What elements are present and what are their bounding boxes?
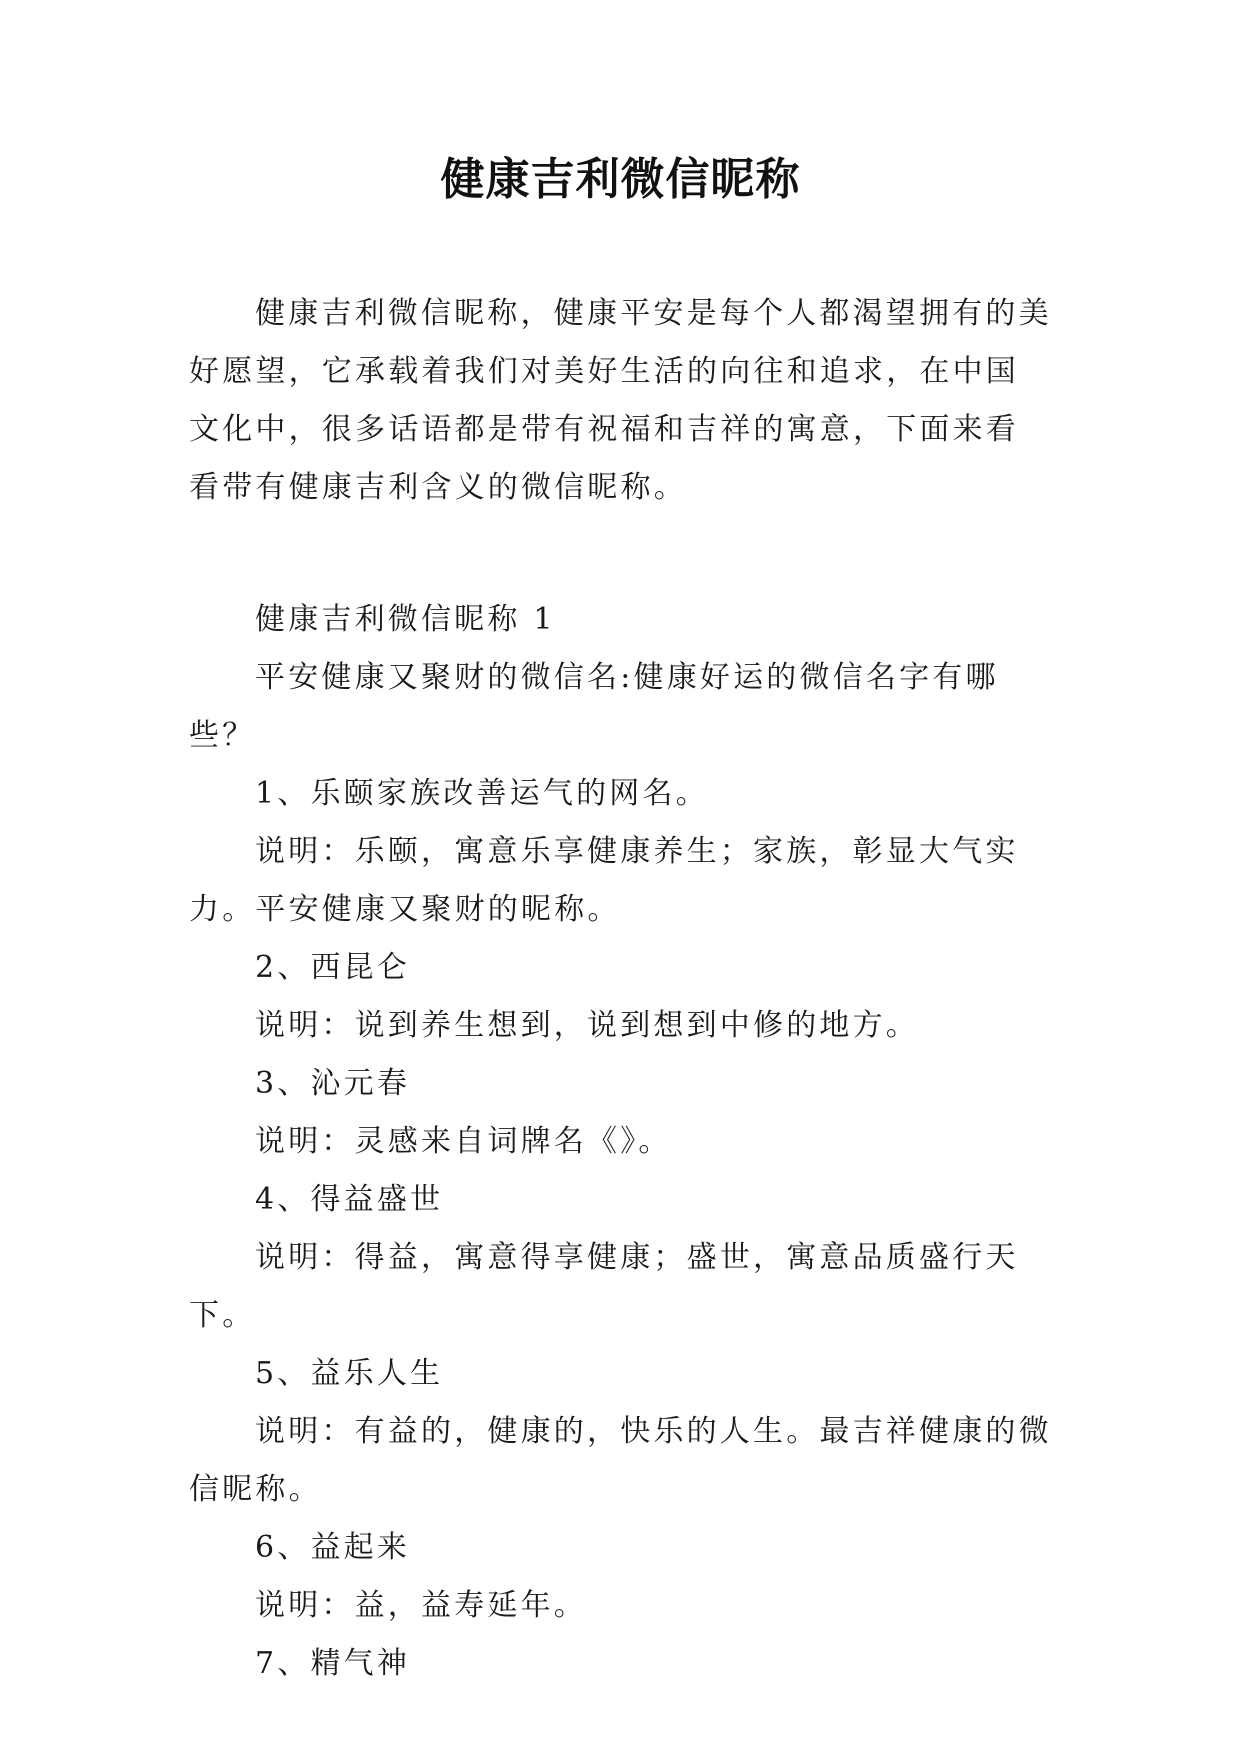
paragraph: 说明：乐颐，寓意乐享健康养生；家族，彰显大气实力。平安健康又聚财的昵称。 [189,834,1019,927]
paragraph: 7、精气神 [255,1646,411,1681]
page-title: 健康吉利微信昵称 [440,154,801,205]
intro-paragraph: 健康吉利微信昵称，健康平安是每个人都渴望拥有的美好愿望，它承载着我们对美好生活的向往和追求，在中国文化中，很多话语都是带有祝福和吉祥的寓意，下面来看看带有健康吉利含义的微信昵称。 [189,296,1052,505]
paragraph: 说明：说到养生想到，说到想到中修的地方。 [255,1008,919,1043]
paragraph: 3、沁元春 [255,1066,411,1101]
paragraph: 说明：灵感来自词牌名《》。 [255,1124,672,1159]
paragraph: 说明：益，益寿延年。 [255,1588,587,1623]
paragraph: 2、西昆仑 [255,950,411,985]
paragraph: 说明：有益的，健康的，快乐的人生。最吉祥健康的微信昵称。 [189,1414,1052,1507]
paragraph: 1、乐颐家族改善运气的网名。 [255,776,709,811]
paragraph: 说明：得益，寓意得享健康；盛世，寓意品质盛行天下。 [189,1240,1019,1333]
paragraph: 4、得益盛世 [255,1182,444,1217]
paragraph: 平安健康又聚财的微信名:健康好运的微信名字有哪些？ [189,660,999,753]
section [189,591,1052,1693]
paragraph: 5、益乐人生 [255,1356,444,1391]
paragraph: 6、益起来 [255,1530,411,1565]
document-body [189,285,1052,1693]
section-heading: 健康吉利微信昵称 1 [255,602,556,637]
